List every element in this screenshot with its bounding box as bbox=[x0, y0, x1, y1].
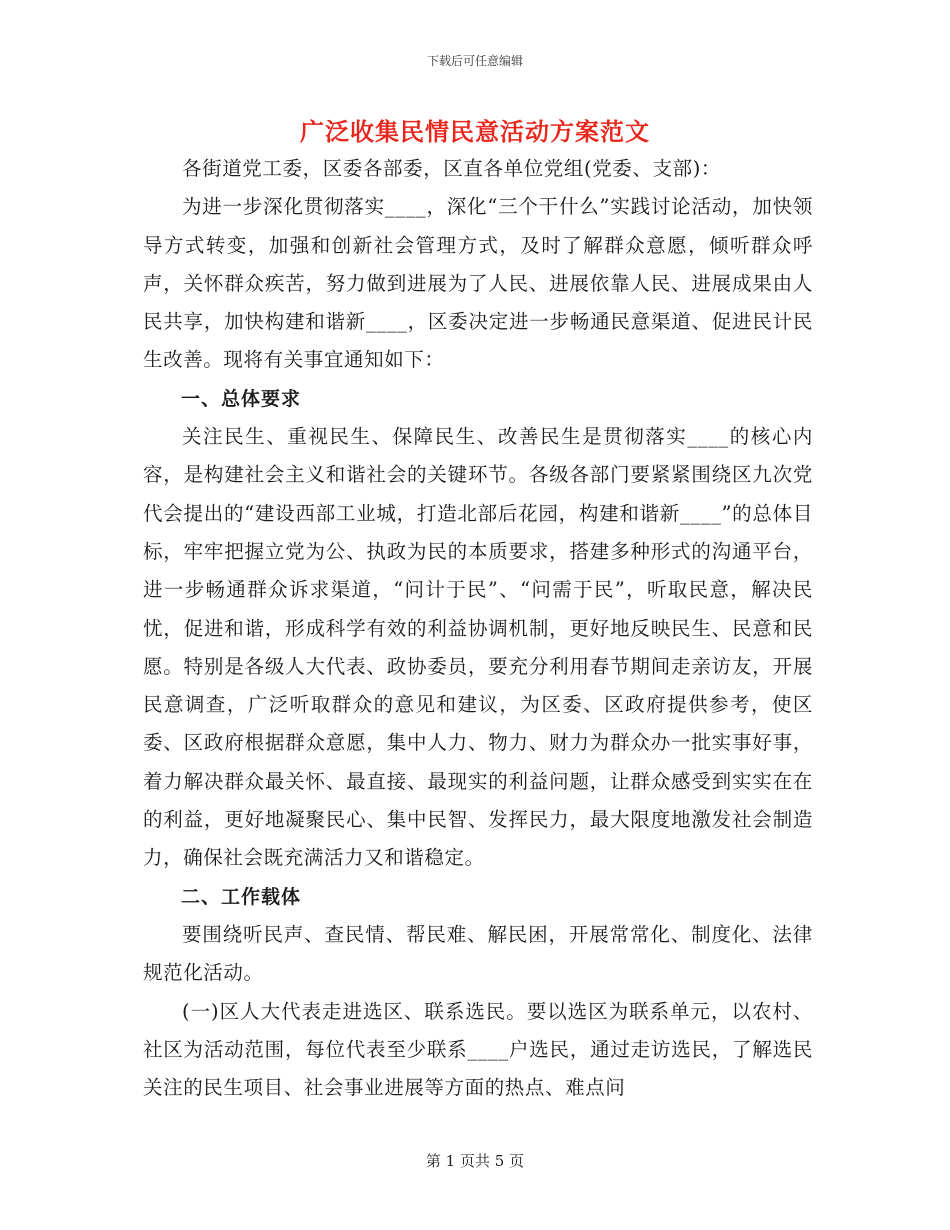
section-heading-work-carriers: 二、工作载体 bbox=[181, 885, 302, 908]
section2-paragraph: 要围绕听民声、查民情、帮民难、解民困，开展常常化、制度化、法律规范化活动。 bbox=[143, 922, 813, 985]
page-header-note: 下载后可任意编辑 bbox=[426, 54, 523, 68]
document-body bbox=[143, 150, 813, 1107]
page-number: 第 1 页共 5 页 bbox=[425, 1152, 525, 1170]
document-title: 广泛收集民情民意活动方案范文 bbox=[300, 117, 650, 146]
salutation: 各街道党工委，区委各部委，区直各单位党组(党委、支部)： bbox=[182, 157, 722, 180]
section1-paragraph: 关注民生、重视民生、保障民生、改善民生是贯彻落实____的核心内容，是构建社会主义和谐社会的关键环节。各级各部门要紧紧围绕区九次党代会提出的“建设西部工业城，打造北部后花园，构建和谐新____”的总体目标，牢牢把握立党为公、执政为民的本质要求，搭建多种形式的沟通平台，进一步畅通群众诉求渠道，“问计于民”、“问需于民”，听取民意，解决民忧，促进和谐，形成科学有效的利益协调机制，更好地反映民生、民意和民愿。特别是各级人大代表、政协委员，要充分利用春节期间走亲访友，开展民意调查，广泛听取群众的意见和建议，为区委、区政府提供参考，使区委、区政府根据群众意愿，集中人力、物力、财力为群众办一批实事好事，着力解决群众最关怀、最直接、最现实的利益问题，让群众感受到实实在在的利益，更好地凝聚民心、集中民智、发挥民力，最大限度地激发社会制造力，确保社会既充满活力又和谐稳定。 bbox=[143, 425, 813, 870]
section-heading-overall-requirements: 一、总体要求 bbox=[181, 387, 302, 410]
item1-paragraph: (一)区人大代表走进选区、联系选民。要以选区为联系单元，以农村、社区为活动范围，每位代表至少联系____户选民，通过走访选民，了解选民关注的民生项目、社会事业进展等方面的热点、难点问 bbox=[143, 999, 813, 1100]
intro-paragraph: 为进一步深化贯彻落实____，深化“三个干什么”实践讨论活动，加快领导方式转变，加强和创新社会管理方式，及时了解群众意愿，倾听群众呼声，关怀群众疾苦，努力做到进展为了人民、进展依靠人民、进展成果由人民共享，加快构建和谐新____，区委决定进一步畅通民意渠道、促进民计民生改善。现将有关事宜通知如下： bbox=[143, 195, 813, 372]
